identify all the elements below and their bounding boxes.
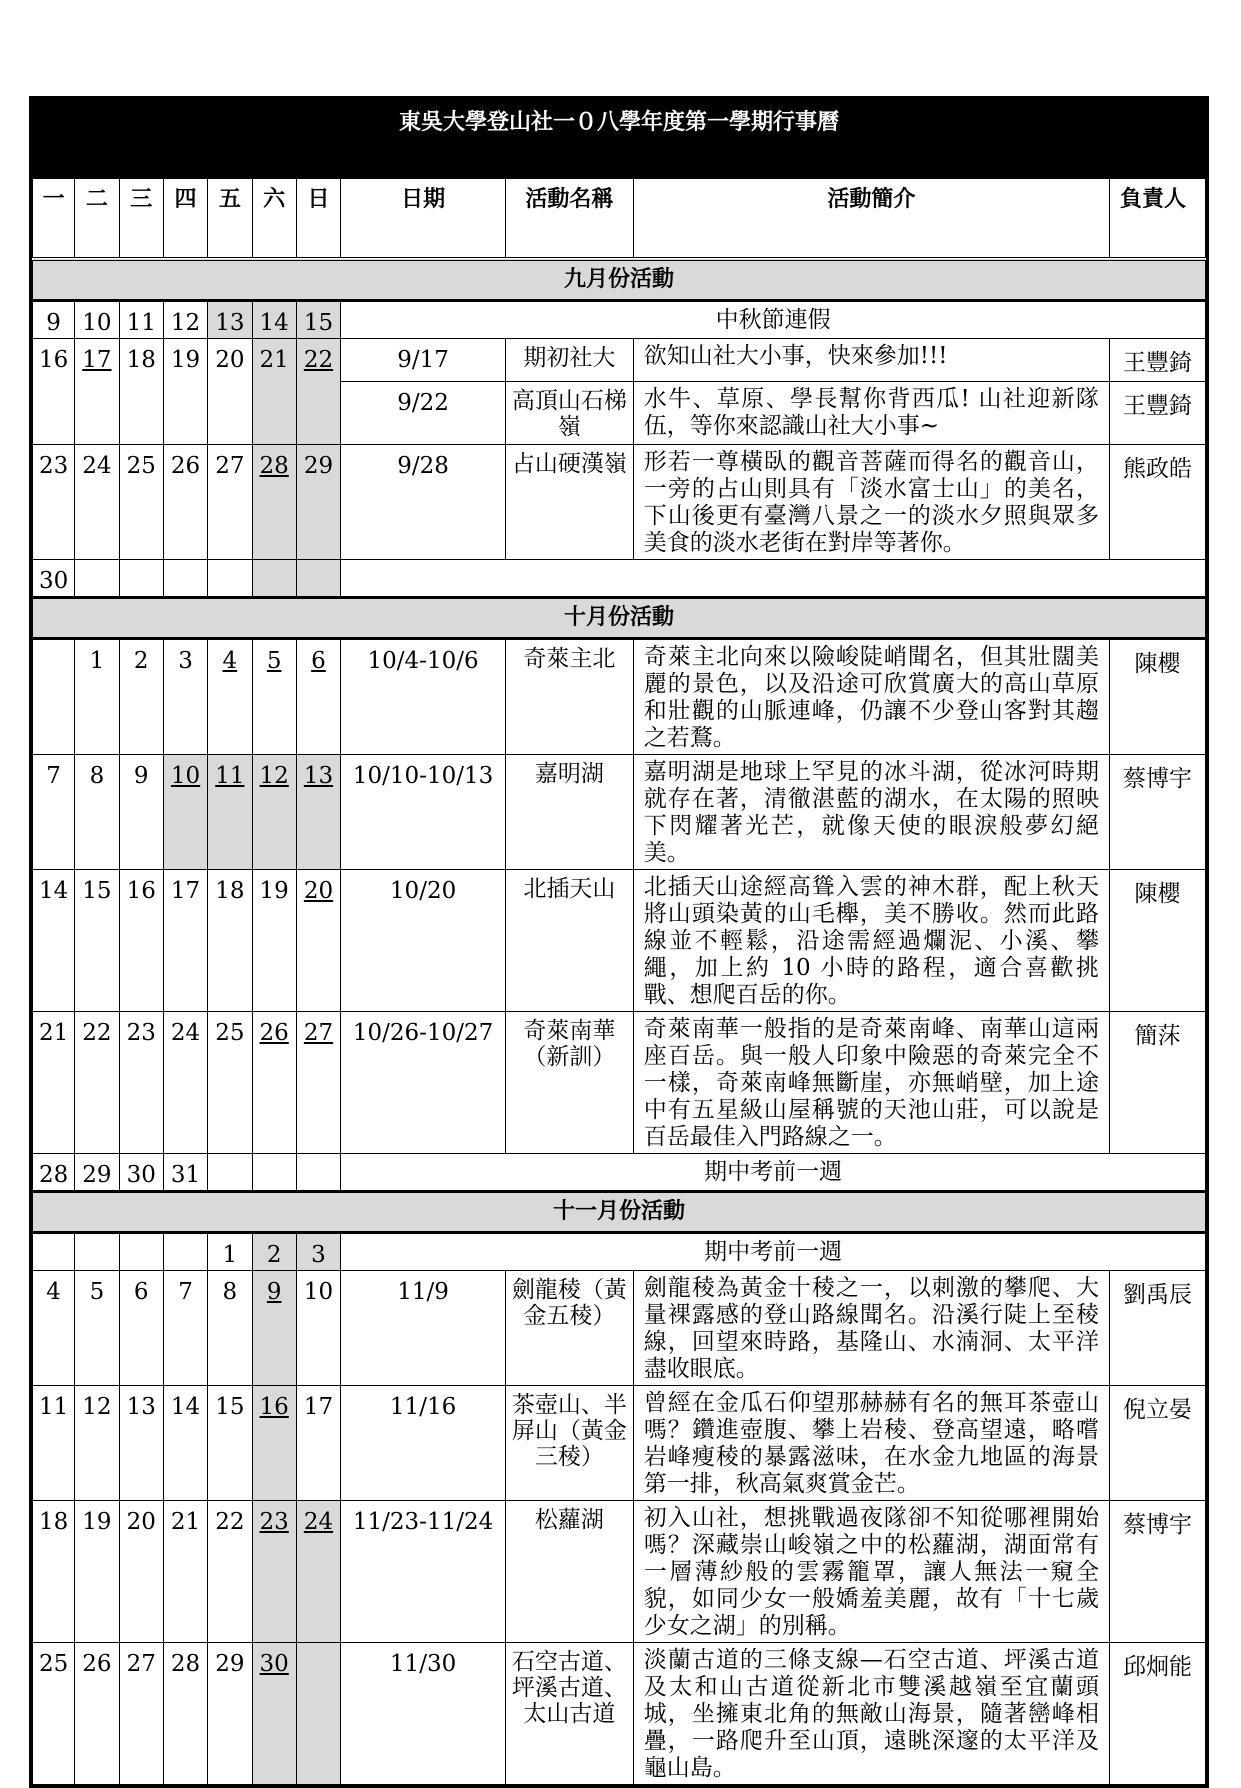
day-cell: 3 [296, 1233, 340, 1271]
activity-intro: 嘉明湖是地球上罕見的冰斗湖，從冰河時期就存在著，清徹湛藍的湖水，在太陽的照映下閃耀著光芒，就像天使的眼淚般夢幻絕美。 [633, 755, 1109, 870]
day-cell: 26 [163, 445, 207, 560]
activity-intro: 水牛、草原、學長幫你背西瓜! 山社迎新隊伍，等你來認識山社大小事~ [633, 382, 1109, 445]
week-row [33, 1501, 1206, 1643]
day-cell: 21 [163, 1501, 207, 1643]
day-cell [75, 1233, 119, 1271]
week-row [33, 1643, 1206, 1785]
day-cell: 21 [33, 1012, 75, 1154]
activity-date: 10/26-10/27 [341, 1012, 506, 1154]
day-cell: 4 [208, 639, 252, 755]
week-note: 期中考前一週 [341, 1154, 1206, 1192]
day-cell: 18 [208, 870, 252, 1012]
day-cell: 6 [119, 1271, 163, 1386]
activity-intro: 奇萊主北向來以險峻陡峭聞名，但其壯闊美麗的景色，以及沿途可欣賞廣大的高山草原和壯觀的山脈連峰，仍讓不少登山客對其趨之若鶩。 [633, 639, 1109, 755]
day-cell: 16 [252, 1386, 296, 1501]
activity-responsible: 邱炯能 [1109, 1643, 1205, 1785]
day-cell [252, 560, 296, 598]
day-cell: 27 [296, 1012, 340, 1154]
month-heading-november: 十一月份活動 [33, 1192, 1206, 1233]
day-cell: 10 [75, 301, 119, 339]
activity-responsible: 倪立晏 [1109, 1386, 1205, 1501]
activity-intro: 初入山社，想挑戰過夜隊卻不知從哪裡開始嗎？深藏崇山峻嶺之中的松蘿湖，湖面常有一層薄紗般的雲霧籠罩，讓人無法一窺全貌，如同少女一般嬌羞美麗，故有「十七歲少女之湖」的別稱。 [633, 1501, 1109, 1643]
day-cell: 15 [296, 301, 340, 339]
day-cell [296, 1643, 340, 1785]
activity-responsible: 熊政皓 [1109, 445, 1205, 560]
day-cell: 25 [208, 1012, 252, 1154]
day-cell: 9 [119, 755, 163, 870]
week-row [33, 445, 1206, 560]
week-row [33, 755, 1206, 870]
activity-name: 占山硬漢嶺 [506, 445, 634, 560]
day-cell: 30 [33, 560, 75, 598]
day-cell: 11 [208, 755, 252, 870]
weekday-mon: 一 [33, 179, 75, 260]
day-cell: 5 [252, 639, 296, 755]
day-cell [208, 560, 252, 598]
activity-name: 嘉明湖 [506, 755, 634, 870]
day-cell [296, 1154, 340, 1192]
day-cell: 7 [33, 755, 75, 870]
day-cell: 15 [208, 1386, 252, 1501]
day-cell: 4 [33, 1271, 75, 1386]
day-cell: 9 [252, 1271, 296, 1386]
day-cell: 18 [33, 1501, 75, 1643]
day-cell: 14 [33, 870, 75, 1012]
weekday-thu: 四 [163, 179, 207, 260]
month-heading-october: 十月份活動 [33, 598, 1206, 639]
day-cell: 26 [75, 1643, 119, 1785]
day-cell: 22 [208, 1501, 252, 1643]
day-cell: 14 [163, 1386, 207, 1501]
activity-responsible: 簡莯 [1109, 1012, 1205, 1154]
activity-date: 11/30 [341, 1643, 506, 1785]
week-row [33, 560, 1206, 598]
weekday-wed: 三 [119, 179, 163, 260]
week-row [33, 1154, 1206, 1192]
day-cell: 13 [119, 1386, 163, 1501]
day-cell: 24 [163, 1012, 207, 1154]
day-cell: 12 [75, 1386, 119, 1501]
activity-name: 劍龍稜（黃金五稜） [506, 1271, 634, 1386]
activity-responsible: 陳櫻 [1109, 870, 1205, 1012]
header-intro: 活動簡介 [633, 179, 1109, 260]
activity-date: 10/20 [341, 870, 506, 1012]
activity-intro: 奇萊南華一般指的是奇萊南峰、南華山這兩座百岳。與一般人印象中險惡的奇萊完全不一樣，奇萊南峰無斷崖，亦無峭壁，加上途中有五星級山屋稱號的天池山莊，可以說是百岳最佳入門路線之一。 [633, 1012, 1109, 1154]
week-row [33, 1271, 1206, 1386]
day-cell: 23 [252, 1501, 296, 1643]
day-cell: 28 [33, 1154, 75, 1192]
day-cell: 7 [163, 1271, 207, 1386]
day-cell: 27 [208, 445, 252, 560]
day-cell: 12 [252, 755, 296, 870]
day-cell: 3 [163, 639, 207, 755]
day-cell: 25 [119, 445, 163, 560]
day-cell: 2 [119, 639, 163, 755]
day-cell: 10 [163, 755, 207, 870]
week-note [341, 560, 1206, 598]
day-cell: 22 [296, 339, 340, 445]
day-cell: 15 [75, 870, 119, 1012]
activity-date: 11/9 [341, 1271, 506, 1386]
day-cell [119, 560, 163, 598]
header-activity: 活動名稱 [506, 179, 634, 260]
month-heading-september: 九月份活動 [33, 259, 1206, 301]
day-cell [252, 1154, 296, 1192]
day-cell: 19 [75, 1501, 119, 1643]
day-cell: 11 [33, 1386, 75, 1501]
activity-responsible: 王豐錡 [1109, 339, 1205, 382]
day-cell: 8 [208, 1271, 252, 1386]
day-cell: 13 [208, 301, 252, 339]
day-cell: 16 [119, 870, 163, 1012]
day-cell [33, 639, 75, 755]
day-cell: 10 [296, 1271, 340, 1386]
day-cell: 19 [163, 339, 207, 445]
day-cell: 21 [252, 339, 296, 445]
activity-intro: 形若一尊橫臥的觀音菩薩而得名的觀音山，一旁的占山則具有「淡水富士山」的美名，下山後更有臺灣八景之一的淡水夕照與眾多美食的淡水老街在對岸等著你。 [633, 445, 1109, 560]
day-cell: 25 [33, 1643, 75, 1785]
day-cell [119, 1233, 163, 1271]
week-note: 中秋節連假 [341, 301, 1206, 339]
activity-date: 9/22 [341, 382, 506, 445]
page-title: 東吳大學登山社一０八學年度第一學期行事曆 [33, 100, 1206, 179]
day-cell [163, 1233, 207, 1271]
day-cell: 14 [252, 301, 296, 339]
day-cell: 27 [119, 1643, 163, 1785]
day-cell: 1 [75, 639, 119, 755]
week-note: 期中考前一週 [341, 1233, 1206, 1271]
day-cell: 16 [33, 339, 75, 445]
activity-intro: 欲知山社大小事，快來參加!!! [633, 339, 1109, 382]
activity-responsible: 陳櫻 [1109, 639, 1205, 755]
day-cell: 2 [252, 1233, 296, 1271]
day-cell: 23 [33, 445, 75, 560]
day-cell: 12 [163, 301, 207, 339]
activity-intro: 曾經在金瓜石仰望那赫赫有名的無耳茶壺山嗎？鑽進壺腹、攀上岩稜、登高望遠，略嚐岩峰瘦稜的暴露滋味，在水金九地區的海景第一排，秋高氣爽賞金芒。 [633, 1386, 1109, 1501]
weekday-fri: 五 [208, 179, 252, 260]
day-cell: 20 [119, 1501, 163, 1643]
activity-date: 11/16 [341, 1386, 506, 1501]
day-cell: 6 [296, 639, 340, 755]
week-row [33, 1386, 1206, 1501]
activity-responsible: 蔡博宇 [1109, 1501, 1205, 1643]
week-row [33, 870, 1206, 1012]
activity-name: 期初社大 [506, 339, 634, 382]
calendar-table [32, 99, 1206, 1785]
day-cell: 13 [296, 755, 340, 870]
header-date: 日期 [341, 179, 506, 260]
weekday-tue: 二 [75, 179, 119, 260]
day-cell: 28 [163, 1643, 207, 1785]
activity-name: 高頂山石梯嶺 [506, 382, 634, 445]
day-cell [33, 1233, 75, 1271]
day-cell: 29 [296, 445, 340, 560]
week-row [33, 339, 1206, 382]
activity-responsible: 劉禹辰 [1109, 1271, 1205, 1386]
week-row [33, 301, 1206, 339]
day-cell [163, 560, 207, 598]
day-cell: 9 [33, 301, 75, 339]
weekday-sat: 六 [252, 179, 296, 260]
day-cell: 31 [163, 1154, 207, 1192]
day-cell: 29 [208, 1643, 252, 1785]
week-row [33, 1012, 1206, 1154]
activity-name: 松蘿湖 [506, 1501, 634, 1643]
header-responsible: 負責人 [1109, 179, 1205, 260]
activity-name: 茶壺山、半屏山（黃金三稜） [506, 1386, 634, 1501]
activity-responsible: 蔡博宇 [1109, 755, 1205, 870]
day-cell: 24 [296, 1501, 340, 1643]
activity-date: 11/23-11/24 [341, 1501, 506, 1643]
activity-name: 奇萊主北 [506, 639, 634, 755]
activity-responsible: 王豐錡 [1109, 382, 1205, 445]
activity-date: 10/4-10/6 [341, 639, 506, 755]
day-cell: 17 [163, 870, 207, 1012]
day-cell: 8 [75, 755, 119, 870]
day-cell: 17 [296, 1386, 340, 1501]
activity-intro: 淡蘭古道的三條支線—石空古道、坪溪古道及太和山古道從新北市雙溪越嶺至宜蘭頭城，坐擁東北角的無敵山海景，隨著巒峰相疊，一路爬升至山頂，遠眺深邃的太平洋及龜山島。 [633, 1643, 1109, 1785]
day-cell: 1 [208, 1233, 252, 1271]
calendar-sheet [29, 96, 1209, 1788]
activity-date: 9/17 [341, 339, 506, 382]
activity-name: 奇萊南華（新訓） [506, 1012, 634, 1154]
day-cell: 17 [75, 339, 119, 445]
activity-name: 石空古道、坪溪古道、太山古道 [506, 1643, 634, 1785]
day-cell: 30 [119, 1154, 163, 1192]
day-cell [75, 560, 119, 598]
day-cell: 19 [252, 870, 296, 1012]
day-cell: 24 [75, 445, 119, 560]
day-cell: 23 [119, 1012, 163, 1154]
day-cell: 26 [252, 1012, 296, 1154]
activity-intro: 劍龍稜為黃金十稜之一，以刺激的攀爬、大量裸露感的登山路線聞名。沿溪行陡上至稜線，回望來時路，基隆山、水湳洞、太平洋盡收眼底。 [633, 1271, 1109, 1386]
day-cell: 11 [119, 301, 163, 339]
week-row [33, 1233, 1206, 1271]
day-cell: 30 [252, 1643, 296, 1785]
day-cell [296, 560, 340, 598]
day-cell: 20 [296, 870, 340, 1012]
day-cell: 18 [119, 339, 163, 445]
day-cell: 29 [75, 1154, 119, 1192]
day-cell: 28 [252, 445, 296, 560]
activity-date: 9/28 [341, 445, 506, 560]
activity-name: 北插天山 [506, 870, 634, 1012]
week-row [33, 639, 1206, 755]
day-cell: 22 [75, 1012, 119, 1154]
activity-intro: 北插天山途經高聳入雲的神木群，配上秋天將山頭染黃的山毛櫸，美不勝收。然而此路線並不輕鬆，沿途需經過爛泥、小溪、攀繩，加上約 10 小時的路程，適合喜歡挑戰、想爬百岳的你。 [633, 870, 1109, 1012]
weekday-sun: 日 [296, 179, 340, 260]
header-row [33, 179, 1206, 260]
activity-date: 10/10-10/13 [341, 755, 506, 870]
day-cell [208, 1154, 252, 1192]
day-cell: 20 [208, 339, 252, 445]
day-cell: 5 [75, 1271, 119, 1386]
